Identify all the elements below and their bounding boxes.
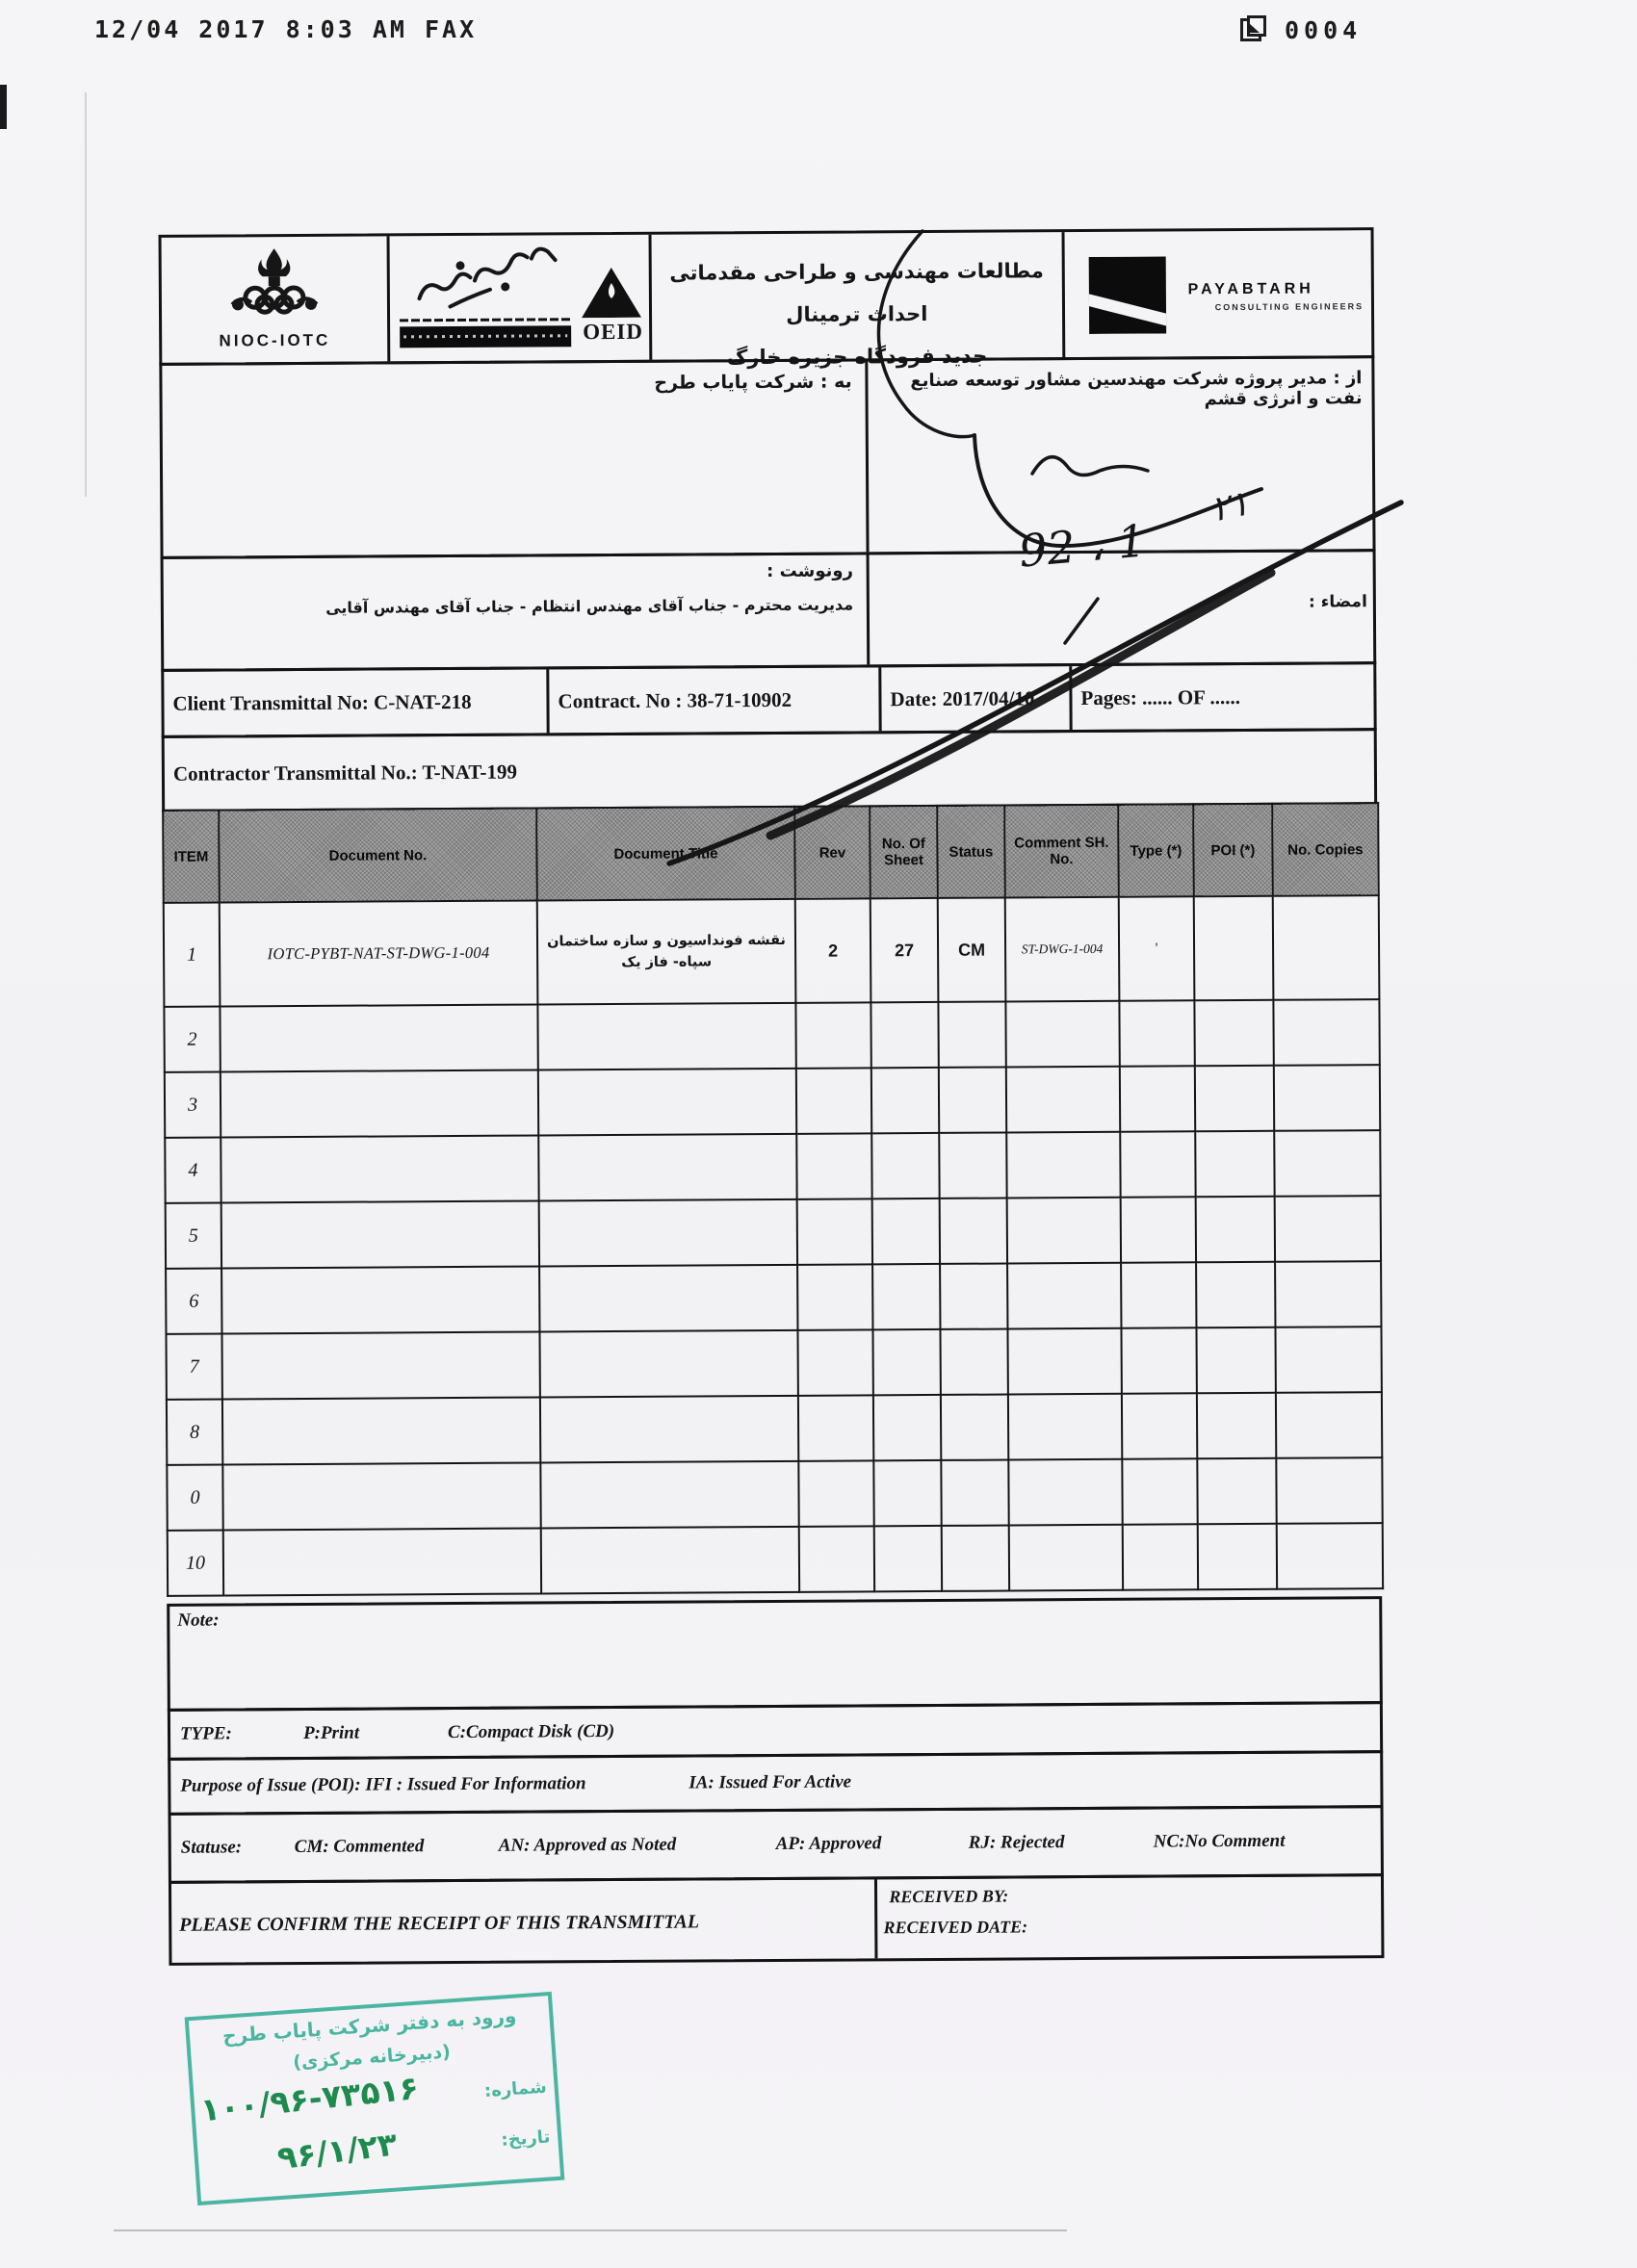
cc-label: رونوشت : (767, 560, 853, 582)
table-row: 0 (167, 1457, 1382, 1531)
to-cell (162, 361, 869, 555)
project-title-line2: جدید فرودگاه جزیره خارگ (726, 344, 988, 370)
received-date-label: RECEIVED DATE: (883, 1917, 1028, 1938)
col-item: ITEM (163, 810, 220, 902)
status-legend-cm: CM: Commented (294, 1836, 425, 1858)
cc-signature-row (161, 549, 1377, 672)
col-rev: Rev (794, 806, 870, 898)
confirm-cell (171, 1879, 878, 1962)
poi-legend-ia: IA: Issued For Active (689, 1771, 852, 1793)
col-no-of-sheet: No. Of Sheet (870, 806, 938, 898)
handwritten-date: 92 ، 1 (1016, 514, 1148, 578)
row1-doc-no: IOTC-PYBT-NAT-ST-DWG-1-004 (220, 900, 538, 1006)
table-row: 10 (168, 1523, 1383, 1596)
col-poi: POI (*) (1193, 804, 1273, 896)
scan-bottom-edge (114, 2229, 1067, 2231)
status-legend-label: Statuse: (180, 1837, 243, 1858)
cc-cell (164, 554, 870, 668)
table-row: 2 (164, 999, 1379, 1072)
row1-sheets: 27 (870, 898, 939, 1002)
contractor-transmittal-no: Contractor Transmittal No.: T-NAT-199 (172, 760, 518, 786)
transmittal-date: Date: 2017/04/10 (881, 666, 1072, 731)
cc-value: مدیریت محترم - جناب آقای مهندس انتظام - جناب آقای مهندس آقایی (325, 595, 854, 617)
stamp-date-value: ۹۶/۱/۲۳ (274, 2125, 400, 2178)
oeid-black-banner (401, 325, 572, 348)
signature-cell (870, 552, 1373, 664)
project-title (651, 232, 1062, 370)
note-label: Note: (177, 1610, 220, 1631)
row1-item: 1 (164, 902, 221, 1006)
project-title-line1: مطالعات مهندسی و طراحی مقدماتی احداث ترمینال (669, 259, 1044, 326)
receipt-stamp (185, 1992, 565, 2205)
fax-timestamp: 12/04 2017 8:03 AM FAX (94, 15, 478, 43)
table-row: 3 (165, 1065, 1380, 1138)
oeid-calligraphy (407, 239, 571, 317)
status-legend-rj: RJ: Rejected (968, 1832, 1065, 1853)
fax-page-number: 0004 (1285, 15, 1363, 44)
status-legend-ap: AP: Approved (775, 1833, 882, 1854)
confirm-row (169, 1873, 1385, 1966)
stamp-subtitle: (دبیرخانه مرکزی) (292, 2041, 452, 2074)
received-cell (877, 1876, 1381, 1958)
row1-rev: 2 (795, 898, 871, 1002)
type-legend-print: P:Print (302, 1722, 360, 1743)
row1-poi (1194, 896, 1274, 1000)
type-legend-label: TYPE: (179, 1723, 232, 1744)
col-comment-sh-no: Comment SH. No. (1004, 805, 1119, 898)
scan-edge-line (85, 92, 87, 497)
stamp-date-label: تاریخ: (500, 2126, 551, 2151)
stamp-number-label: شماره: (483, 2076, 548, 2102)
form-header-row (159, 227, 1375, 370)
pages-field: Pages: ...... OF ...... (1080, 684, 1240, 709)
oeid-caption: OEID (583, 319, 644, 345)
row1-comment-sh: ST-DWG-1-004 (1005, 897, 1120, 1002)
note-box (167, 1596, 1383, 1712)
payabtarh-logo-cell (1064, 230, 1371, 357)
payabtarh-subtitle: CONSULTING ENGINEERS (1214, 301, 1364, 313)
project-title-cell (651, 232, 1065, 370)
status-legend-nc: NC:No Comment (1153, 1830, 1286, 1852)
table-row: 6 (166, 1261, 1381, 1334)
row1-title: نقشه فونداسیون و سازه ساختمان سپاه- فاز یک (537, 899, 796, 1005)
from-label: از : مدیر پروژه شرکت مهندسین مشاور توسعه صنایع نفت و انرژی قشم (910, 368, 1363, 410)
oeid-divider-line (400, 318, 571, 322)
to-label: به : شرکت پایاب طرح (654, 371, 852, 394)
col-type: Type (*) (1118, 804, 1194, 896)
payabtarh-square-logo (1087, 256, 1166, 333)
client-transmittal-no: Client Transmittal No: C-NAT-218 (164, 669, 549, 735)
oeid-logo-cell (390, 235, 652, 362)
transmittal-form (159, 227, 1385, 1966)
contractor-transmittal-row (162, 728, 1377, 812)
col-no-copies: No. Copies (1272, 803, 1379, 896)
stamp-number-value: ۱۰۰/۹۶-۷۳۵۱۶ (198, 2068, 421, 2129)
col-status: Status (937, 806, 1005, 898)
poi-legend-label: Purpose of Issue (POI): IFI : Issued For Information (180, 1773, 586, 1796)
table-row: 8 (167, 1392, 1382, 1465)
addressing-row (159, 355, 1375, 559)
stamp-title: ورود به دفتر شرکت پایاب طرح (221, 2003, 518, 2048)
nioc-logo-cell (162, 236, 391, 362)
payabtarh-name: PAYABTARH (1187, 280, 1314, 298)
nioc-flame-logo (228, 246, 322, 328)
type-legend-cd: C:Compact Disk (CD) (447, 1721, 615, 1743)
status-legend-row (169, 1805, 1384, 1884)
oeid-triangle-logo (582, 268, 641, 318)
documents-table-wrap (162, 802, 1382, 1597)
scan-edge-notch (0, 85, 7, 129)
row1-copies (1273, 895, 1380, 1000)
documents-table (162, 802, 1384, 1597)
payabtarh-wordmark (1188, 280, 1364, 312)
received-by-label: RECEIVED BY: (889, 1886, 1009, 1907)
status-legend-an: AN: Approved as Noted (498, 1834, 677, 1856)
confirm-message: PLEASE CONFIRM THE RECEIPT OF THIS TRANSMITTAL (179, 1911, 700, 1936)
page-copy-icon (1240, 15, 1269, 44)
fax-page-indicator (1240, 15, 1362, 44)
client-transmittal-row (161, 661, 1376, 738)
handwritten-mark: ۲۱ (1208, 483, 1253, 530)
row1-status: CM (938, 898, 1006, 1002)
table-row: 4 (165, 1130, 1380, 1203)
col-document-no: Document No. (219, 808, 537, 902)
table-header-row (163, 803, 1379, 903)
nioc-caption: NIOC-IOTC (219, 330, 331, 350)
signature-label: امضاء : (1308, 592, 1367, 612)
row1-type: ' (1119, 896, 1195, 1000)
contract-no: Contract. No : 38-71-10902 (549, 667, 881, 733)
col-document-title: Document Title (536, 807, 795, 901)
table-row (164, 895, 1380, 1007)
from-cell (869, 358, 1373, 552)
table-row: 5 (166, 1196, 1381, 1269)
table-row: 7 (166, 1327, 1381, 1400)
